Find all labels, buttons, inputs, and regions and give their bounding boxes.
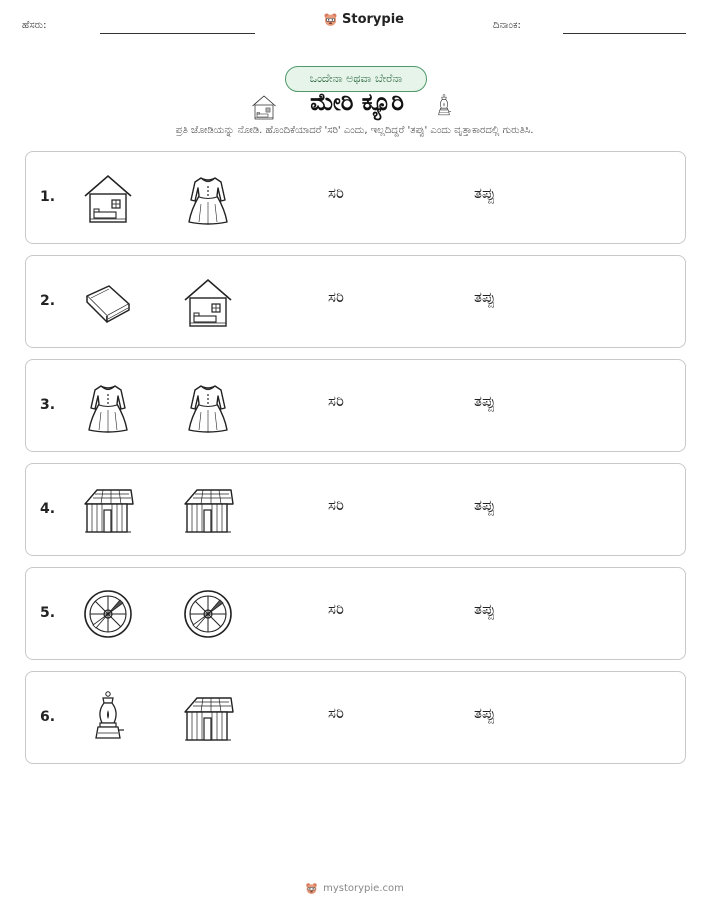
house-icon	[181, 274, 235, 330]
shed-icon	[181, 690, 235, 746]
question-row	[25, 463, 686, 556]
name-field[interactable]	[100, 33, 255, 34]
brand-name: Storypie	[342, 12, 404, 27]
date-label: ದಿನಾಂಕ:	[493, 20, 521, 31]
question-row	[25, 255, 686, 348]
dress-icon	[181, 378, 235, 434]
house-icon	[81, 170, 135, 226]
brand-logo	[323, 12, 404, 27]
option-false[interactable]: ತಪ್ಪು	[474, 392, 496, 410]
instructions: ಪ್ರತಿ ಜೋಡಿಯನ್ನು ನೋಡಿ. ಹೊಂದಿಕೆಯಾದರೆ 'ಸರಿ' ಎಂದು, ಇಲ್ಲದಿದ್ದರೆ 'ತಪ್ಪು' ಎಂದು ವೃತ್ತಾಕಾರದಲ್ಲಿ ಗುರುತಿಸಿ.	[175, 125, 534, 136]
option-false[interactable]: ತಪ್ಪು	[474, 184, 496, 202]
dress-icon	[81, 378, 135, 434]
oil-lamp-icon	[432, 91, 456, 121]
option-false[interactable]: ತಪ್ಪು	[474, 496, 496, 514]
option-true[interactable]: ಸರಿ	[328, 496, 344, 514]
shed-icon	[81, 482, 135, 538]
dress-icon	[181, 170, 235, 226]
book-icon	[81, 274, 135, 330]
question-number: 5.	[40, 605, 56, 621]
option-true[interactable]: ಸರಿ	[328, 288, 344, 306]
option-true[interactable]: ಸರಿ	[328, 184, 344, 202]
worksheet-badge: ಒಂದೇನಾ ಅಥವಾ ಬೇರೆನಾ	[285, 66, 427, 92]
question-number: 3.	[40, 397, 56, 413]
question-row	[25, 671, 686, 764]
oil-lamp-icon	[81, 690, 135, 746]
question-number: 2.	[40, 293, 56, 309]
option-false[interactable]: ತಪ್ಪು	[474, 704, 496, 722]
house-icon	[250, 93, 278, 121]
option-true[interactable]: ಸರಿ	[328, 600, 344, 618]
date-field[interactable]	[563, 33, 686, 34]
footer	[0, 882, 709, 895]
name-label: ಹೆಸರು:	[22, 20, 47, 31]
footer-link[interactable]: mystorypie.com	[323, 883, 404, 894]
compass-wheel-icon	[81, 586, 135, 642]
question-number: 4.	[40, 501, 56, 517]
question-number: 6.	[40, 709, 56, 725]
option-true[interactable]: ಸರಿ	[328, 392, 344, 410]
question-row	[25, 359, 686, 452]
compass-wheel-icon	[181, 586, 235, 642]
shed-icon	[181, 482, 235, 538]
bear-icon	[323, 12, 338, 27]
option-false[interactable]: ತಪ್ಪು	[474, 600, 496, 618]
option-true[interactable]: ಸರಿ	[328, 704, 344, 722]
question-number: 1.	[40, 189, 56, 205]
page-title: ಮೇರಿ ಕ್ಯೂರಿ	[310, 88, 404, 116]
bear-icon	[305, 882, 318, 895]
question-row	[25, 151, 686, 244]
question-row	[25, 567, 686, 660]
option-false[interactable]: ತಪ್ಪು	[474, 288, 496, 306]
